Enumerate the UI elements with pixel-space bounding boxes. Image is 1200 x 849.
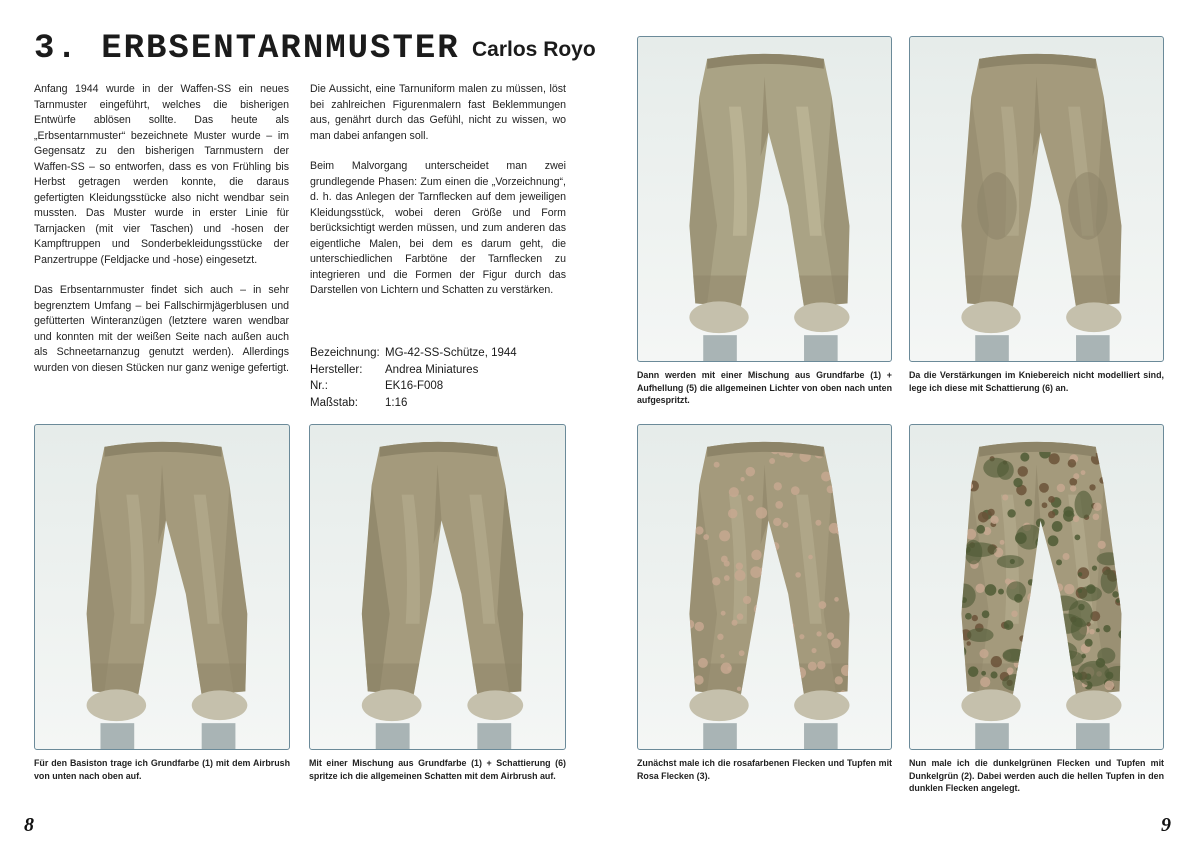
- caption-step-green-spots: Nun male ich die dunkelgrünen Flecken und Tupfen mit Dunkelgrün (2). Dabei werden auch die hellen Tupfen in den dunklen Flecken angelegt.: [909, 758, 1164, 793]
- page-number-right: 9: [1161, 814, 1171, 836]
- trousers-illustration: [910, 425, 1163, 749]
- trousers-illustration: [910, 37, 1163, 361]
- spec-value: MG-42-SS-Schütze, 1944: [385, 347, 517, 359]
- photo-step-pink-spots: [637, 424, 892, 750]
- article-title: 3. ERBSENTARNMUSTER: [34, 30, 460, 68]
- photo-step-knee-reinforcement: [909, 36, 1164, 362]
- spec-label: Maßstab:: [310, 396, 358, 409]
- photo-step-green-spots: [909, 424, 1164, 750]
- text-column-2: [310, 82, 566, 314]
- spec-value: Andrea Miniatures: [385, 363, 479, 376]
- caption-step-lights: Dann werden mit einer Mischung aus Grundfarbe (1) + Aufhellung (5) die allgemeinen Lichter von oben nach unten aufgespritzt.: [637, 370, 892, 405]
- paragraph: Anfang 1944 wurde in der Waffen-SS ein neues Tarnmuster eingeführt, welches die bisherigen Entwürfe ablösen sollte. Das heute als „Erbsentarnmuster“ bezeichnete Muster wurde – im Gegensatz zu den bisherigen Tarnmustern der Waffen-SS – so entworfen, dass es von Frühling bis Herbst getragen werden konnte, die daraus gefertigten Kleidungsstücke also nicht wendbar sein mussten. Das Muster wurde in erster Linie für Tarnjacken (mit vier Taschen) und -hosen der Kampftruppen und Sonderbekleidungsstücke der Panzertruppe (Feldjacke und -hose) eingesetzt.: [34, 83, 289, 266]
- caption-step-pink-spots: Zunächst male ich die rosafarbenen Flecken und Tupfen mit Rosa Flecken (3).: [637, 758, 892, 781]
- caption-step-shadows: Mit einer Mischung aus Grundfarbe (1) + Schattierung (6) spritze ich die allgemeinen Schatten mit dem Airbrush auf.: [309, 758, 566, 781]
- photo-step-lights: [637, 36, 892, 362]
- caption-step-knee-reinforcement: Da die Verstärkungen im Kniebereich nicht modelliert sind, lege ich diese mit Schattierung (6) an.: [909, 370, 1164, 393]
- author-name: Carlos Royo: [472, 38, 596, 61]
- spec-value: 1:16: [385, 396, 408, 409]
- spec-label: Nr.:: [310, 380, 328, 392]
- spec-label: Bezeichnung:: [310, 347, 380, 359]
- trousers-illustration: [310, 425, 565, 749]
- trousers-illustration: [638, 425, 891, 749]
- spec-row: [310, 345, 566, 362]
- photo-step-base-coat: [34, 424, 290, 750]
- text-column-1: [34, 82, 289, 391]
- paragraph: Beim Malvorgang unterscheidet man zwei grundlegende Phasen: Zum einen die „Vorzeichnung“, d. h. das Anlegen der Tarnflecken auf dem jeweiligen Kleidungsstück, wobei deren Größe und Form berücksichtigt werden müssen, und zum anderen das eigentliche Malen, bei dem es darum geht, die unterschiedlichen Farbtöne der Tarnflecken zu integrieren und die Formen der Figur durch das Darstellen von Lichtern und Schatten zu verstärken.: [310, 160, 566, 296]
- photo-step-shadows: [309, 424, 566, 750]
- spec-value: EK16-F008: [385, 380, 444, 392]
- spec-row: [310, 362, 566, 379]
- trousers-illustration: [35, 425, 289, 749]
- caption-step-base-coat: Für den Basiston trage ich Grundfarbe (1) mit dem Airbrush von unten nach oben auf.: [34, 758, 290, 781]
- model-specs: [310, 345, 566, 411]
- spec-label: Hersteller:: [310, 363, 363, 376]
- spec-row: [310, 395, 566, 412]
- spec-row: [310, 378, 566, 395]
- page-number-left: 8: [24, 814, 34, 836]
- trousers-illustration: [638, 37, 891, 361]
- paragraph: Die Aussicht, eine Tarnuniform malen zu müssen, löst bei zahlreichen Figurenmalern fast Beklemmungen aus, genährt durch das Gefühl, nicht zu wissen, wo man dabei anfangen soll.: [310, 83, 566, 142]
- paragraph: Das Erbsentarnmuster findet sich auch – in sehr begrenztem Umfang – bei Fallschirmjägerblusen und gefütterten Winteranzügen (letztere waren wendbar und konnten mit der weißen Seite nach außen auch als Schneetarnanzug genutzt werden). Allerdings wurden von diesen Stücken nur ganz wenige gefertigt.: [34, 284, 290, 374]
